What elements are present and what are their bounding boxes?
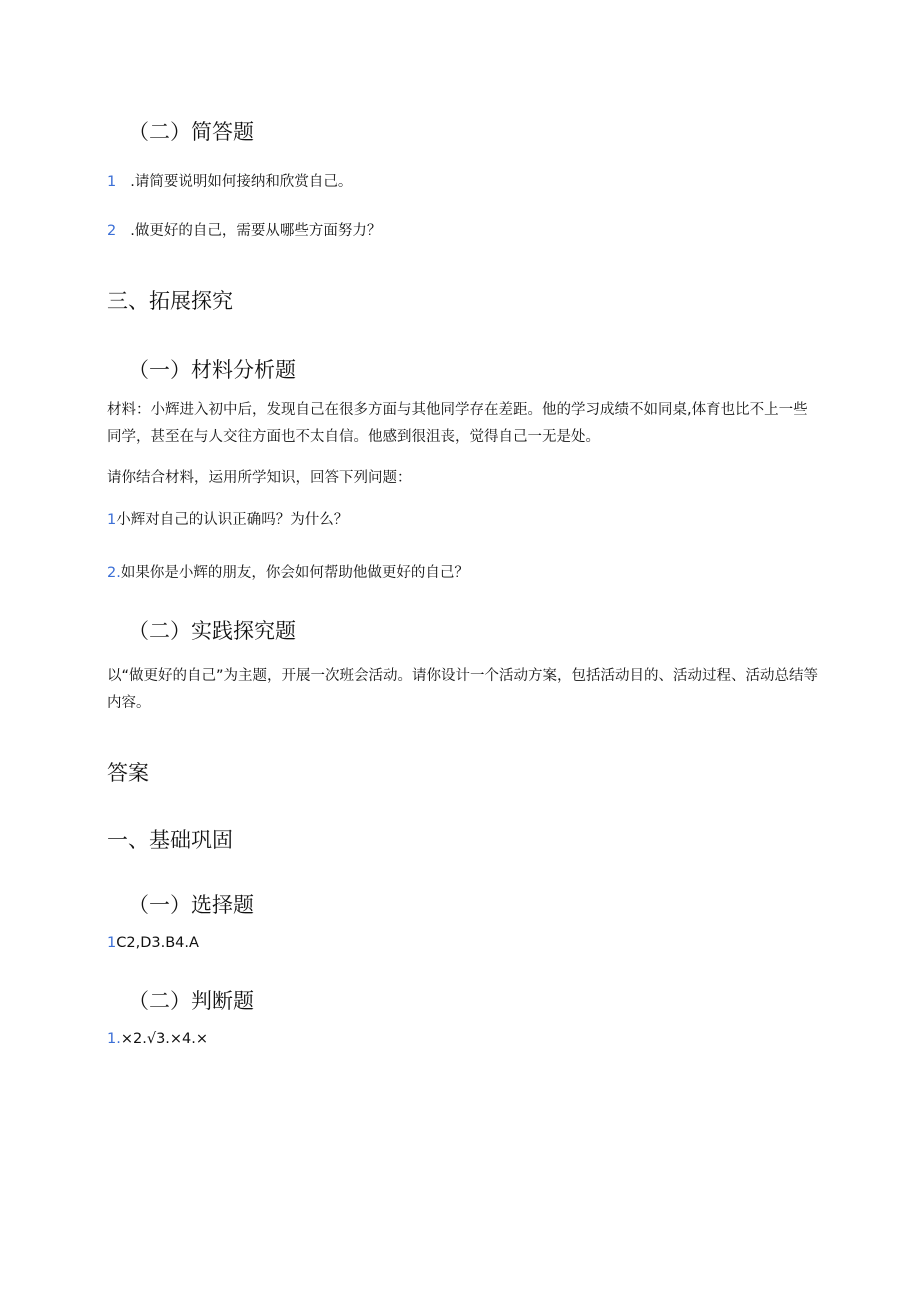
answer-number: 1. xyxy=(107,1031,121,1047)
answers-heading: 答案 xyxy=(107,761,149,785)
answer-number: 1 xyxy=(107,935,117,951)
answer-text: C2,D3.B4.A xyxy=(116,935,199,951)
question-text: .做更好的自己，需要从哪些方面努力？ xyxy=(130,223,382,239)
answers-section-one-heading: 一、基础巩固 xyxy=(107,828,233,852)
question-text: .请简要说明如何接纳和欣赏自己。 xyxy=(130,174,353,190)
material-question-1 xyxy=(107,508,348,529)
question-number: 1 xyxy=(107,174,117,190)
short-answer-heading: （二）简答题 xyxy=(128,120,254,144)
material-text: 材料：小辉进入初中后，发现自己在很多方面与其他同学存在差距。他的学习成绩不如同桌,体育也比不上一些同学，甚至在与人交往方面也不太自信。他感到很沮丧，觉得自己一无是处。 xyxy=(107,402,808,445)
section-three-heading: 三、拓展探究 xyxy=(107,289,233,313)
practice-heading: （二）实践探究题 xyxy=(128,619,296,643)
material-prompt: 请你结合材料，运用所学知识，回答下列问题： xyxy=(107,470,412,486)
question-number: 2 xyxy=(107,223,117,239)
judge-answers xyxy=(107,1031,208,1047)
short-answer-question-2 xyxy=(107,219,381,240)
choice-heading: （一）选择题 xyxy=(128,893,254,917)
short-answer-question-1 xyxy=(107,170,352,191)
judge-heading: （二）判断题 xyxy=(128,989,254,1013)
material-question-2 xyxy=(107,561,469,582)
answer-text: ×2.√3.×4.× xyxy=(120,1031,209,1047)
question-number: 1 xyxy=(107,512,117,528)
material-analysis-heading: （一）材料分析题 xyxy=(128,358,296,382)
choice-answers xyxy=(107,935,199,951)
question-text: 如果你是小辉的朋友，你会如何帮助他做更好的自己？ xyxy=(120,565,469,581)
question-number: 2. xyxy=(107,565,121,581)
question-text: 小辉对自己的认识正确吗？为什么？ xyxy=(116,512,349,528)
practice-text: 以“做更好的自己”为主题，开展一次班会活动。请你设计一个活动方案，包括活动目的、活动过程、活动总结等内容。 xyxy=(107,668,819,711)
